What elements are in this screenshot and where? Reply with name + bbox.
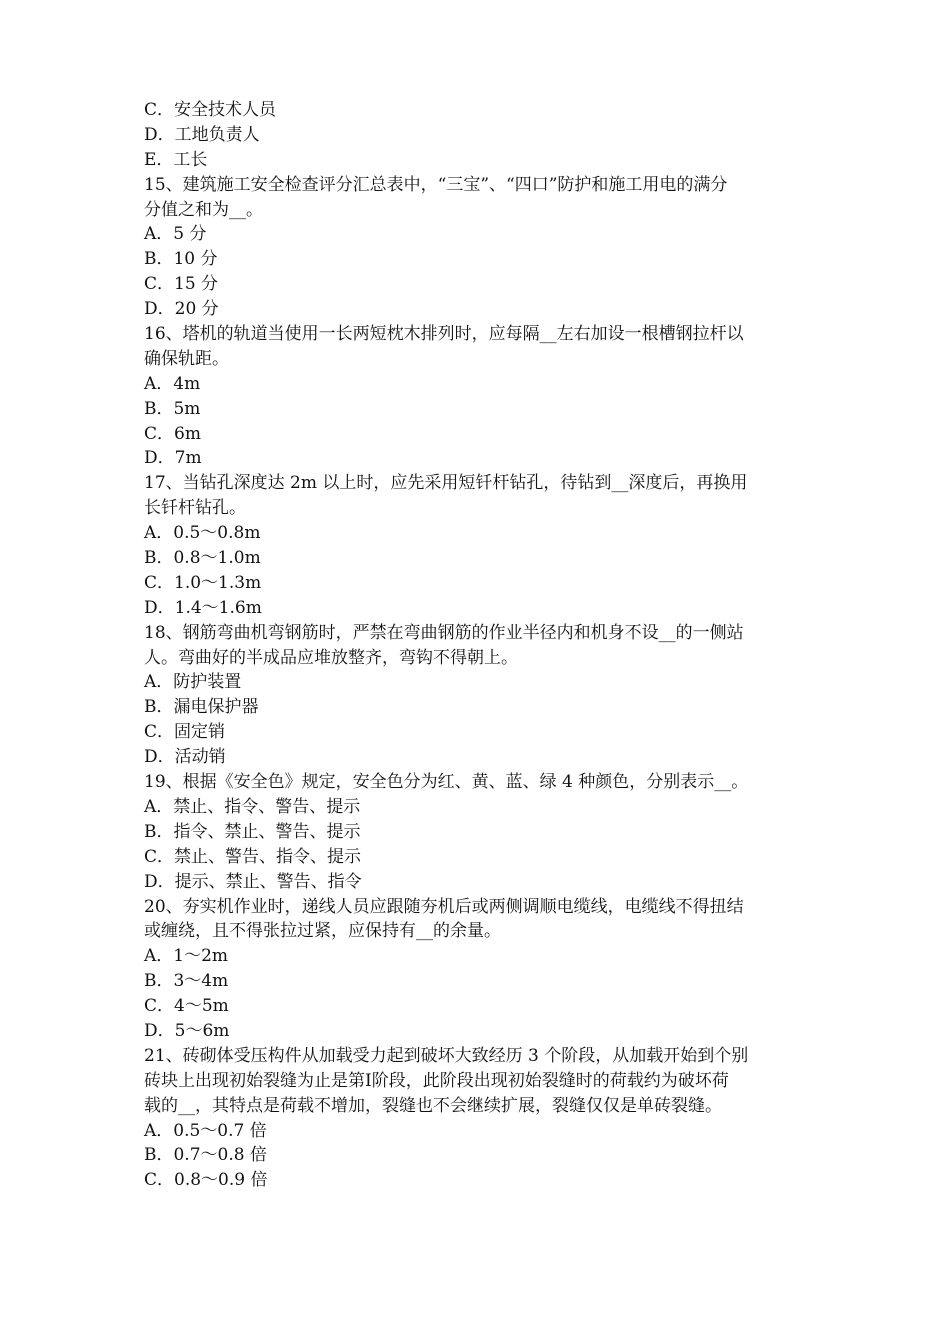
option-line: B．漏电保护器 bbox=[144, 697, 259, 718]
continued-options bbox=[144, 98, 812, 173]
question-stem: 19、根据《安全色》规定，安全色分为红、黄、蓝、绿 4 种颜色，分别表示__。 bbox=[144, 772, 749, 793]
option-line: B．指令、禁止、警告、提示 bbox=[144, 821, 361, 842]
document-page bbox=[144, 98, 812, 1193]
option-line: C．4～5m bbox=[144, 996, 229, 1017]
option-line: A．防护装置 bbox=[144, 672, 242, 693]
question-stem: 载的__，其特点是荷载不增加，裂缝也不会继续扩展，裂缝仅仅是单砖裂缝。 bbox=[144, 1095, 722, 1116]
option-line: A．0.5～0.8m bbox=[144, 523, 261, 544]
question-stem: 20、夯实机作业时，递线人员应跟随夯机后或两侧调顺电缆线，电缆线不得扭结 bbox=[144, 896, 744, 917]
option-line: B．0.7～0.8 倍 bbox=[144, 1145, 267, 1166]
option-line: C．6m bbox=[144, 423, 201, 444]
option-line: C．0.8～0.9 倍 bbox=[144, 1170, 268, 1191]
option-line: D．工地负责人 bbox=[144, 124, 260, 145]
option-line: A．5 分 bbox=[144, 224, 207, 245]
question-21 bbox=[144, 1044, 812, 1193]
option-line: C．15 分 bbox=[144, 274, 219, 295]
option-line: D．5～6m bbox=[144, 1020, 230, 1041]
question-stem: 分值之和为__。 bbox=[144, 199, 263, 220]
option-line: D．活动销 bbox=[144, 747, 226, 768]
option-line: B．10 分 bbox=[144, 249, 218, 270]
question-19 bbox=[144, 770, 812, 894]
option-line: A．禁止、指令、警告、提示 bbox=[144, 796, 361, 817]
question-stem: 人。弯曲好的半成品应堆放整齐，弯钩不得朝上。 bbox=[144, 647, 518, 668]
option-line: C．安全技术人员 bbox=[144, 100, 277, 120]
option-line: C．1.0～1.3m bbox=[144, 572, 262, 593]
option-line: A．0.5～0.7 倍 bbox=[144, 1120, 267, 1141]
option-line: C．固定销 bbox=[144, 722, 226, 743]
question-stem: 确保轨距。 bbox=[144, 348, 229, 369]
question-16 bbox=[144, 322, 812, 471]
option-line: B．0.8～1.0m bbox=[144, 548, 261, 569]
question-stem: 17、当钻孔深度达 2m 以上时，应先采用短钎杆钻孔，待钻到__深度后，再换用 bbox=[144, 473, 748, 494]
question-stem: 砖块上出现初始裂缝为止是第Ⅰ阶段，此阶段出现初始裂缝时的荷载约为破坏荷 bbox=[144, 1070, 729, 1091]
option-line: D．1.4～1.6m bbox=[144, 597, 262, 618]
question-15 bbox=[144, 173, 812, 322]
question-20 bbox=[144, 895, 812, 1044]
option-line: E．工长 bbox=[144, 149, 208, 170]
question-stem: 16、塔机的轨道当使用一长两短枕木排列时，应每隔__左右加设一根槽钢拉杆以 bbox=[144, 324, 744, 345]
option-line: D．提示、禁止、警告、指令 bbox=[144, 871, 362, 892]
option-line: A．1～2m bbox=[144, 946, 229, 967]
question-stem: 15、建筑施工安全检查评分汇总表中，“三宝”、“四口”防护和施工用电的满分 bbox=[144, 174, 728, 195]
option-line: B．5m bbox=[144, 398, 201, 419]
question-stem: 或缠绕，且不得张拉过紧，应保持有__的余量。 bbox=[144, 921, 501, 942]
question-17 bbox=[144, 471, 812, 620]
option-line: B．3～4m bbox=[144, 971, 229, 992]
question-stem: 长钎杆钻孔。 bbox=[144, 498, 246, 519]
question-stem: 18、钢筋弯曲机弯钢筋时，严禁在弯曲钢筋的作业半径内和机身不设__的一侧站 bbox=[144, 622, 744, 643]
option-line: D．7m bbox=[144, 448, 202, 469]
question-18 bbox=[144, 621, 812, 770]
option-line: D．20 分 bbox=[144, 299, 219, 320]
option-line: A．4m bbox=[144, 373, 201, 394]
question-stem: 21、砖砌体受压构件从加载受力起到破坏大致经历 3 个阶段，从加载开始到个别 bbox=[144, 1045, 749, 1066]
option-line: C．禁止、警告、指令、提示 bbox=[144, 846, 362, 867]
